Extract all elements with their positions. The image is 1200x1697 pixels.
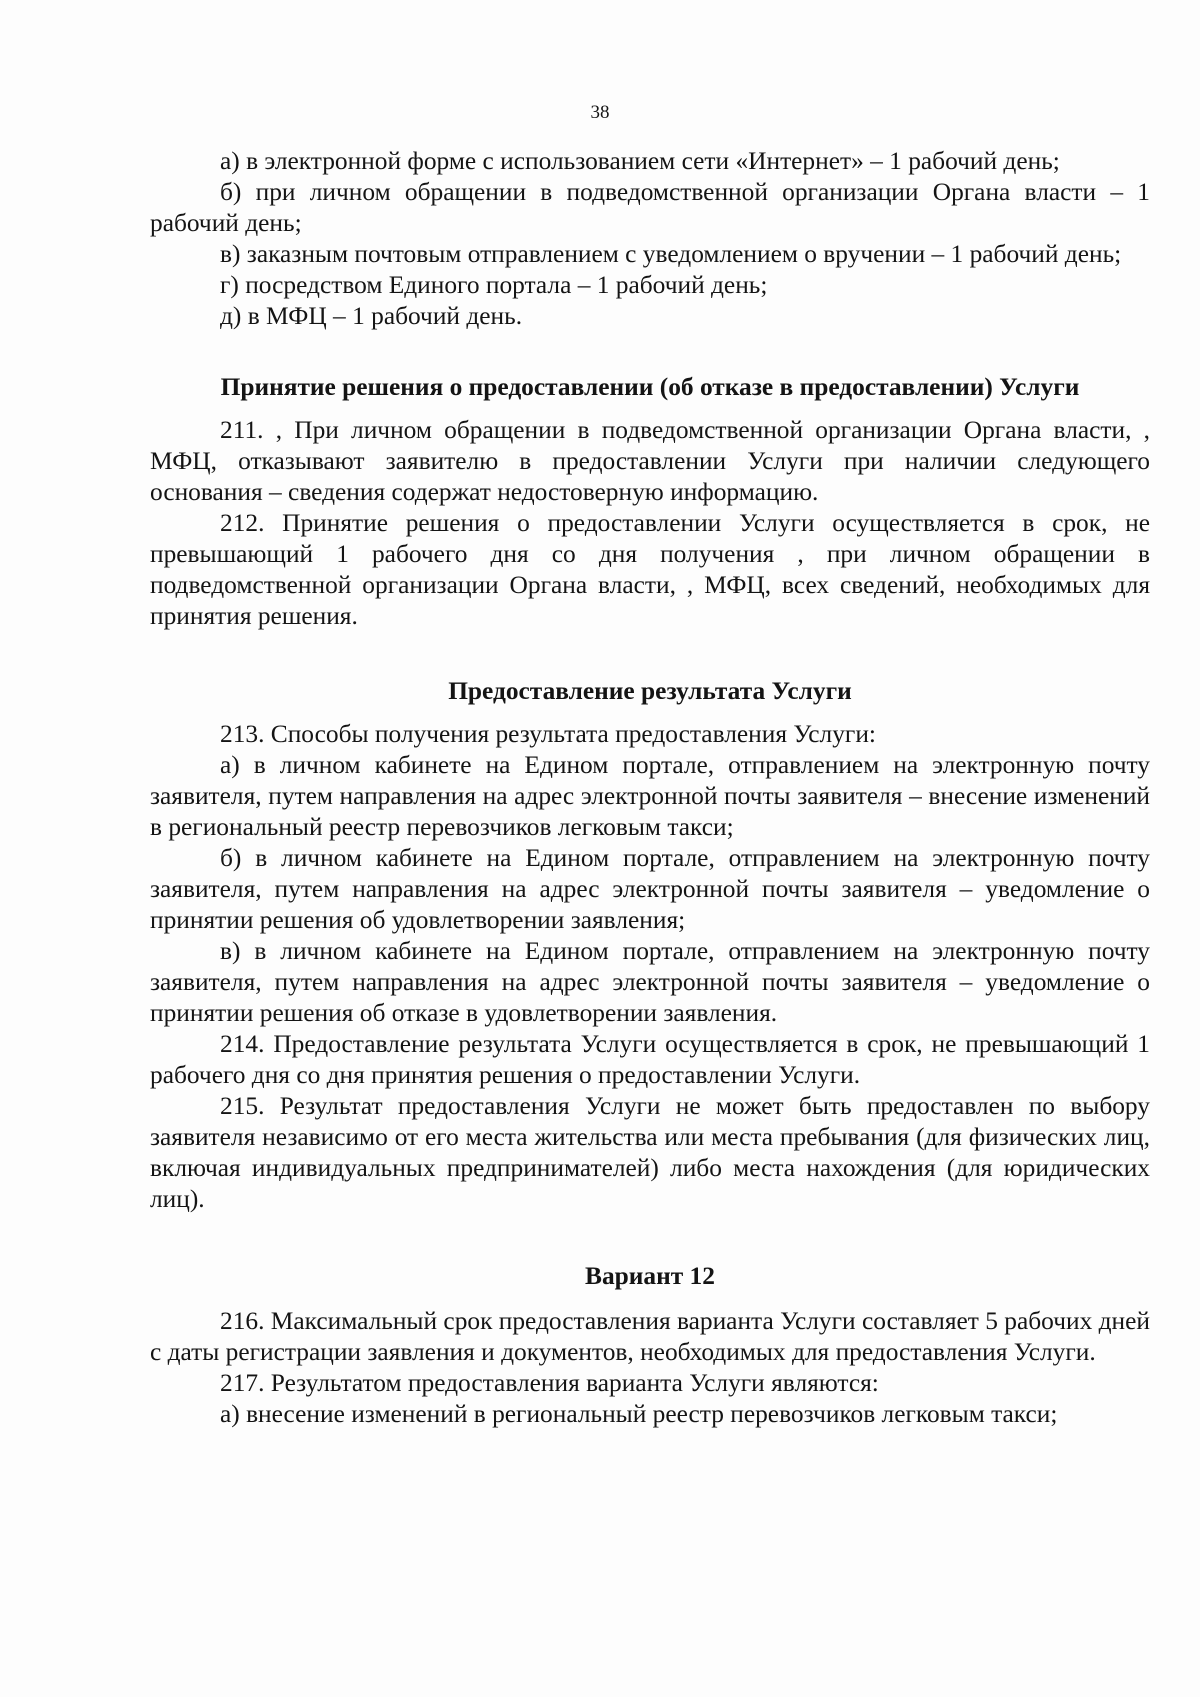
- section-heading-decision: Принятие решения о предоставлении (об отказе в предоставлении) Услуги: [220, 373, 1080, 401]
- section-heading-result: Предоставление результата Услуги: [448, 677, 852, 705]
- list-item: а) в личном кабинете на Едином портале, отправлением на электронную почту заявителя, путем направления на адрес электронной почты заявителя – внесение изменений в региональный реестр перевозчиков легковым такси;: [150, 751, 1150, 841]
- list-item: в) в личном кабинете на Едином портале, отправлением на электронную почту заявителя, путем направления на адрес электронной почты заявителя – уведомление о принятии решения об отказе в удовлетворении заявления.: [150, 937, 1150, 1027]
- paragraph-216: 216. Максимальный срок предоставления варианта Услуги составляет 5 рабочих дней с даты регистрации заявления и документов, необходимых для предоставления Услуги.: [150, 1307, 1150, 1366]
- document-body: [150, 146, 1150, 1430]
- list-item: б) при личном обращении в подведомственной организации Органа власти – 1 рабочий день;: [150, 178, 1150, 237]
- paragraph-212: 212. Принятие решения о предоставлении Услуги осуществляется в срок, не превышающий 1 рабочего дня со дня получения , при личном обращении в подведомственной организации Органа власти, , МФЦ, всех сведений, необходимых для принятия решения.: [150, 509, 1150, 630]
- page-number: 38: [590, 102, 610, 123]
- paragraph-217: 217. Результатом предоставления варианта Услуги являются:: [220, 1369, 879, 1397]
- list-item: а) в электронной форме с использованием сети «Интернет» – 1 рабочий день;: [220, 147, 1060, 175]
- list-item: б) в личном кабинете на Едином портале, отправлением на электронную почту заявителя, путем направления на адрес электронной почты заявителя – уведомление о принятии решения об удовлетворении заявления;: [150, 844, 1150, 934]
- list-item: д) в МФЦ – 1 рабочий день.: [220, 302, 523, 330]
- paragraph-214: 214. Предоставление результата Услуги осуществляется в срок, не превышающий 1 рабочего дня со дня принятия решения о предоставлении Услуги.: [150, 1030, 1150, 1089]
- list-item: г) посредством Единого портала – 1 рабочий день;: [220, 271, 768, 299]
- paragraph-215: 215. Результат предоставления Услуги не может быть предоставлен по выбору заявителя независимо от его места жительства или места пребывания (для физических лиц, включая индивидуальных предпринимателей) либо места нахождения (для юридических лиц).: [150, 1092, 1150, 1213]
- list-item: в) заказным почтовым отправлением с уведомлением о вручении – 1 рабочий день;: [220, 240, 1122, 268]
- list-item: а) внесение изменений в региональный реестр перевозчиков легковым такси;: [220, 1400, 1058, 1428]
- paragraph-211: 211. , При личном обращении в подведомственной организации Органа власти, , МФЦ, отказывают заявителю в предоставлении Услуги при наличии следующего основания – сведения содержат недостоверную информацию.: [150, 416, 1150, 506]
- paragraph-213: 213. Способы получения результата предоставления Услуги:: [220, 720, 876, 748]
- section-heading-variant-12: Вариант 12: [585, 1262, 715, 1290]
